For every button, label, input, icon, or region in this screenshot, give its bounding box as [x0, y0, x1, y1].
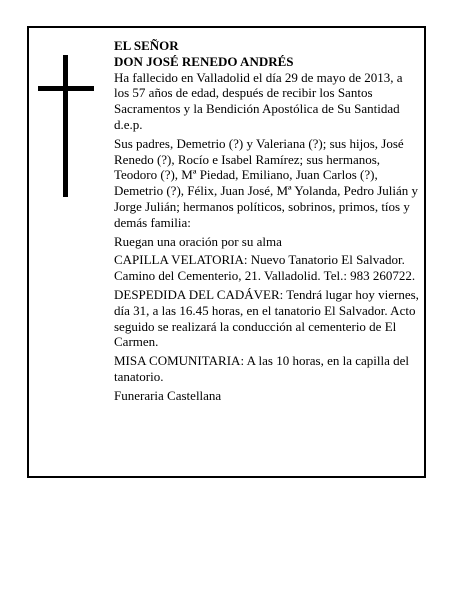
heading-title: EL SEÑOR — [114, 38, 179, 53]
deceased-name: DON JOSÉ RENEDO ANDRÉS — [114, 53, 294, 69]
obituary-heading — [114, 38, 420, 70]
funeral-home: Funeraria Castellana — [114, 387, 222, 403]
mass-info: MISA COMUNITARIA: A las 10 horas, en la capilla del tanatorio. — [114, 353, 410, 384]
wake-chapel-info: CAPILLA VELATORIA: Nuevo Tanatorio El Salvador. Camino del Cementerio, 21. Valladolid. Tel.: 983 260722. — [114, 252, 416, 284]
cross-vertical-bar — [63, 55, 68, 197]
farewell-info: DESPEDIDA DEL CADÁVER: Tendrá lugar hoy viernes, día 31, a las 16.45 horas, en el tanatorio El Salvador. Acto seguido se realizará la conducción al cementerio de El Carmen. — [114, 286, 419, 350]
cross-horizontal-bar — [38, 86, 94, 91]
family-list: Sus padres, Demetrio (?) y Valeriana (?); sus hijos, José Renedo (?), Rocío e Isabel Ramírez; sus hermanos, Teodoro (?), Mª Piedad, Emiliano, Juan Carlos (?), Demetrio (?), Félix, Juan José, Mª Yolanda, Pedro Julián y Jorge Julián; hermanos políticos, sobrinos, primos, tíos y demás familia: — [114, 135, 418, 230]
prayer-request: Ruegan una oración por su alma — [114, 233, 282, 249]
death-announcement: Ha fallecido en Valladolid el día 29 de mayo de 2013, a los 57 años de edad, después de recibir los Santos Sacramentos y la Bendición Apostólica de Su Santidad d.e.p. — [114, 69, 403, 132]
cross-icon — [38, 55, 98, 197]
obituary-text — [114, 38, 420, 407]
